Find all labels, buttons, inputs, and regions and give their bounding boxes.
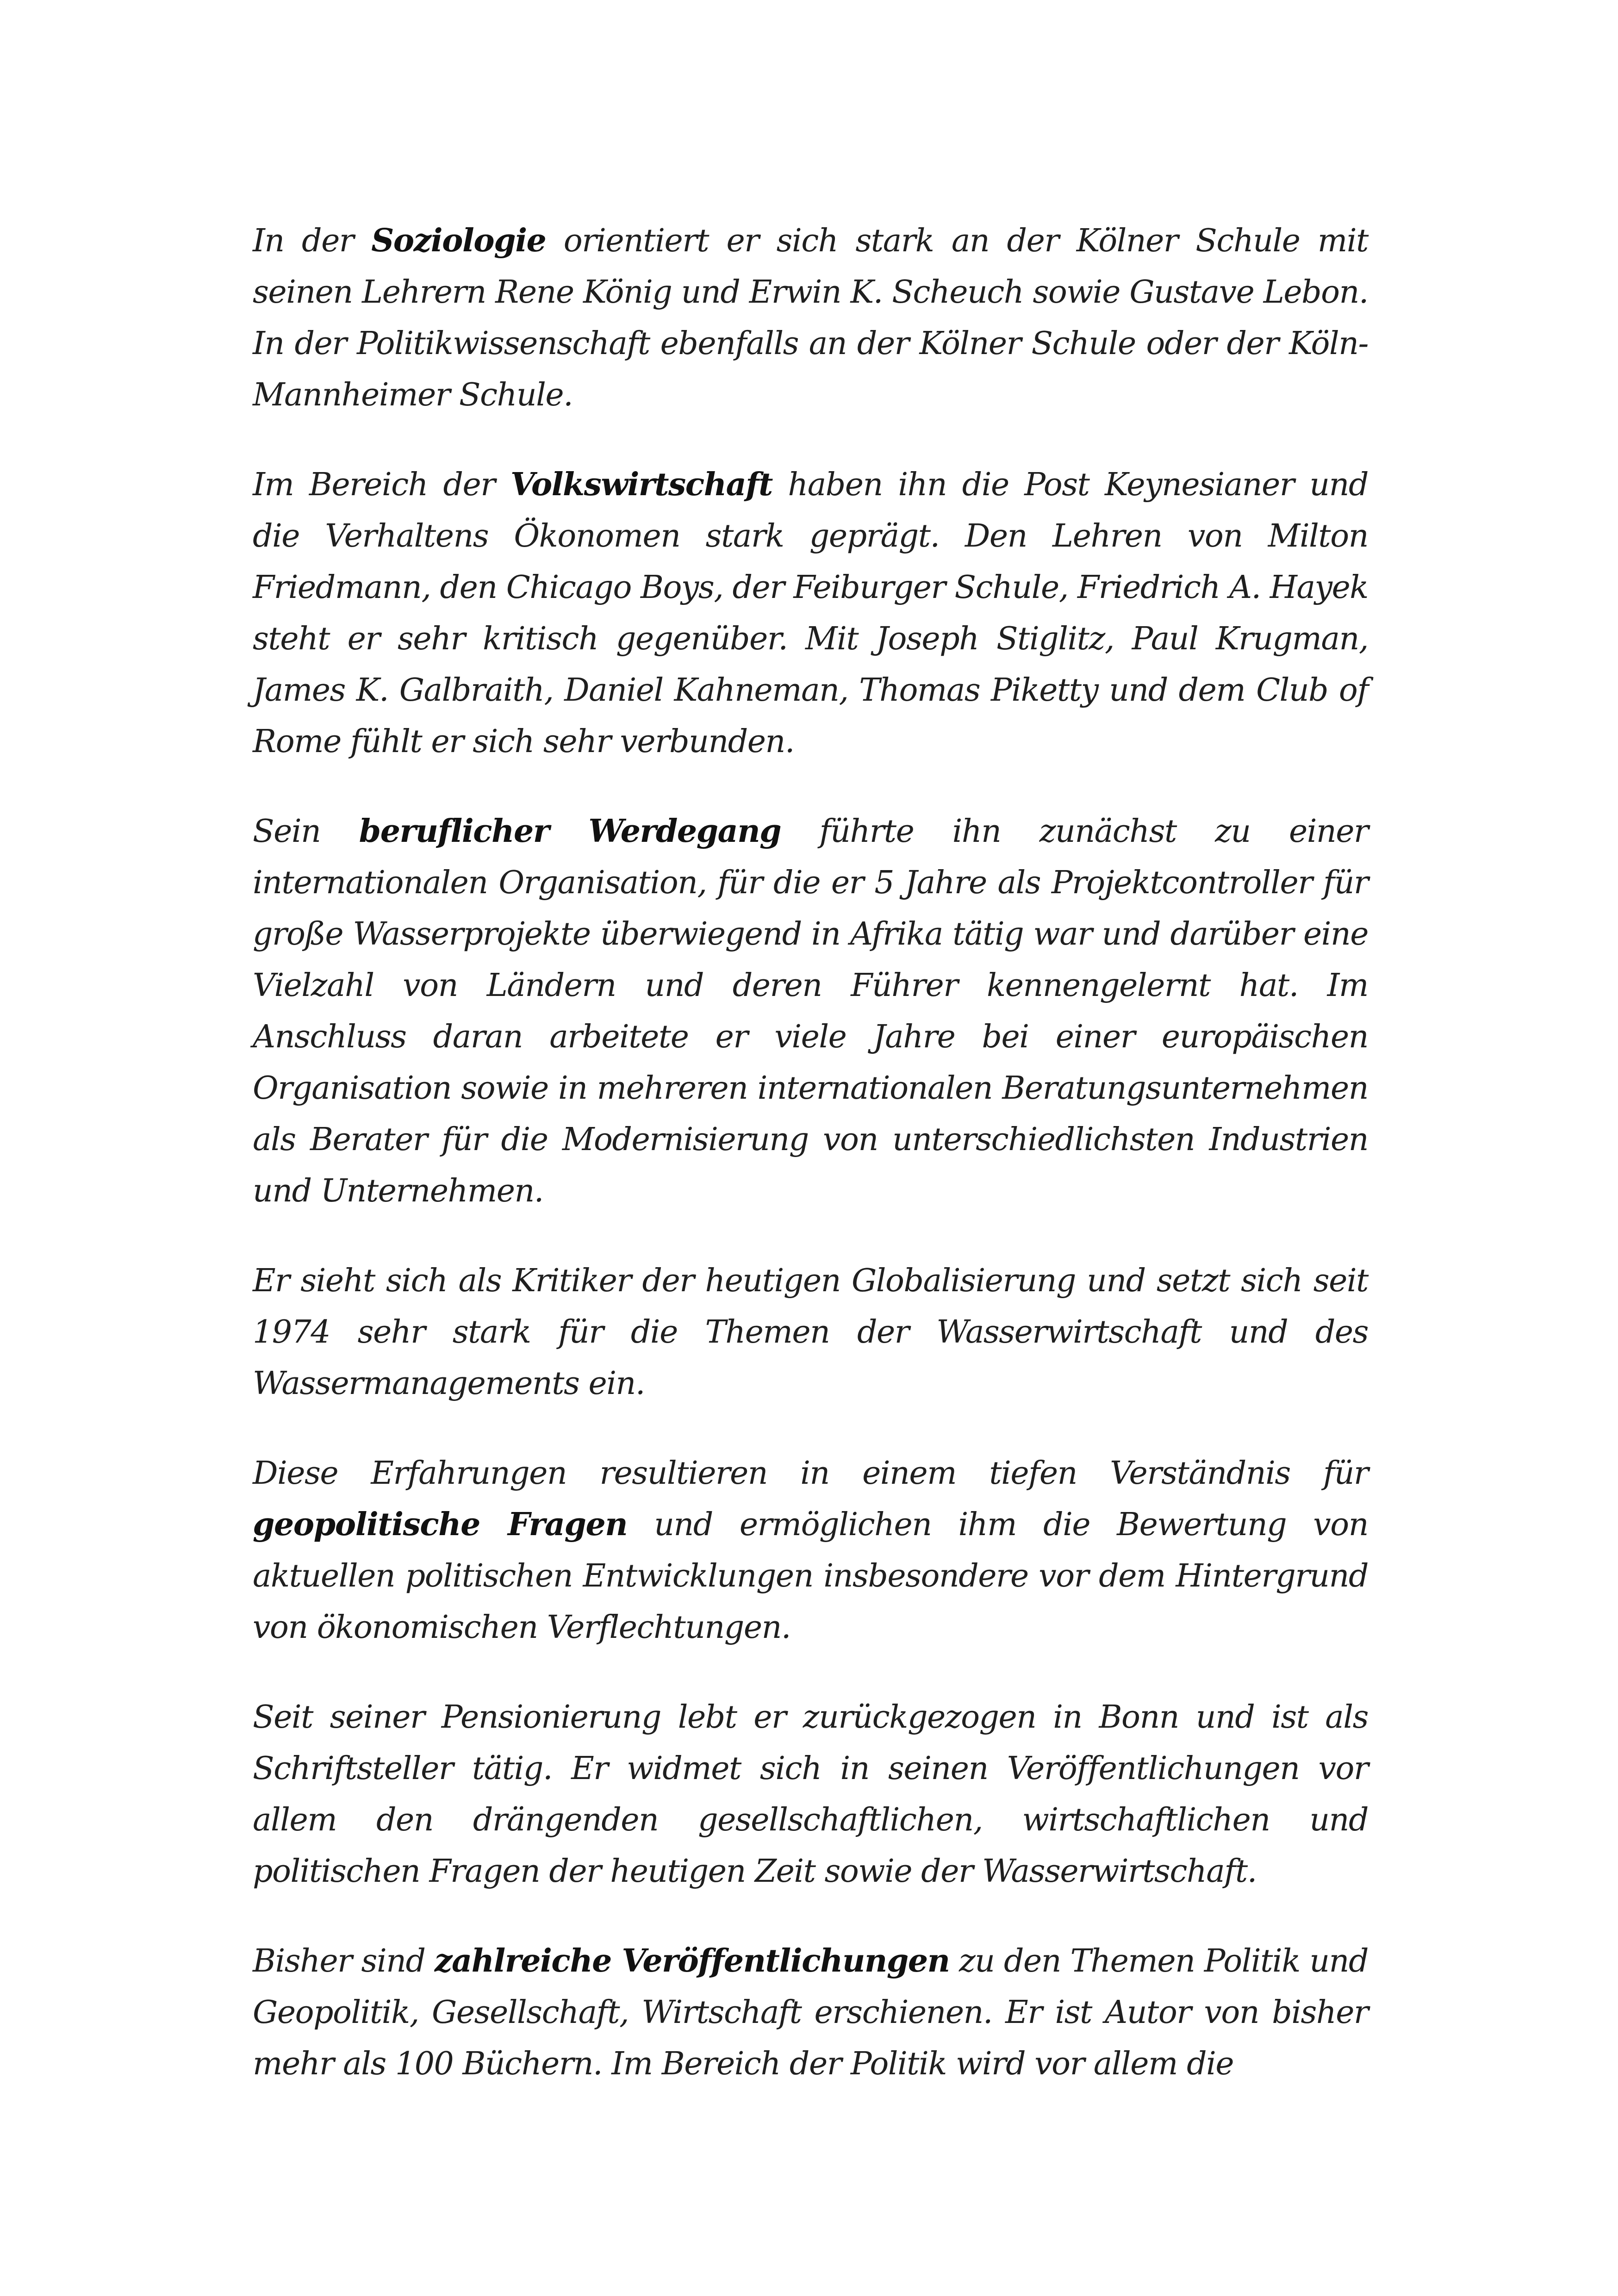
paragraph-volkswirtschaft (253, 459, 1368, 767)
paragraph-text: haben ihn die Post Keynesianer und die Verhaltens Ökonomen stark geprägt. Den Lehren von Milton Friedmann, den Chicago Boys, der Feiburger Schule, Friedrich A. Hayek steht er sehr kritisch gegenüber. Mit Joseph Stiglitz, Paul Krugman, James K. Galbraith, Daniel Kahneman, Thomas Piketty und dem Club of Rome fühlt er sich sehr verbunden. (253, 467, 1369, 760)
paragraph-text: Im Bereich der (253, 467, 510, 503)
paragraph-text: Sein (253, 813, 359, 850)
paragraph-veroeffentlichungen (253, 1935, 1368, 2090)
paragraph-text: führte ihn zunächst zu einer internationalen Organisation, für die er 5 Jahre als Projektcontroller für große Wasserprojekte überwiegend in Afrika tätig war und darüber eine Vielzahl von Ländern und deren Führer kennengelernt hat. Im Anschluss daran arbeitete er viele Jahre bei einer europäischen Organisation sowie in mehreren internationalen Beratungsunternehmen als Berater für die Modernisierung von unterschiedlichsten Industrien und Unternehmen. (253, 813, 1368, 1209)
paragraph-text: und ermöglichen ihm die Bewertung von aktuellen politischen Entwicklungen insbesondere vor dem Hintergrund von ökonomischen Verflechtungen. (253, 1506, 1368, 1646)
paragraph-text: Seit seiner Pensionierung lebt er zurückgezogen in Bonn und ist als Schriftsteller tätig. Er widmet sich in seinen Veröffentlichungen vor allem den drängenden gesellschaftlichen, wirtschaftlichen und politischen Fragen der heutigen Zeit sowie der Wasserwirtschaft. (253, 1699, 1368, 1890)
paragraph-werdegang (253, 806, 1368, 1217)
bold-term: beruflicher Werdegang (359, 813, 781, 850)
paragraph-pensionierung (253, 1692, 1368, 1897)
paragraph-text: zu den Themen Politik und Geopolitik, Gesellschaft, Wirtschaft erschienen. Er ist Autor von bisher mehr als 100 Büchern. Im Bereich der Politik wird vor allem die (253, 1943, 1368, 2082)
bold-term: zahlreiche Veröffentlichungen (434, 1942, 950, 1979)
paragraph-text: Er sieht sich als Kritiker der heutigen Globalisierung und setzt sich seit 1974 sehr stark für die Themen der Wasserwirtschaft und des Wassermanagements ein. (253, 1263, 1368, 1402)
paragraph-soziologie (253, 215, 1368, 421)
paragraph-geopolitik (253, 1448, 1368, 1653)
document-page (253, 215, 1368, 2128)
paragraph-text: In der (253, 223, 372, 259)
bold-term: Soziologie (371, 222, 546, 259)
paragraph-text: Bisher sind (253, 1943, 435, 1979)
bold-term: geopolitische Fragen (253, 1506, 628, 1543)
paragraph-text: Diese Erfahrungen resultieren in einem tiefen Verständnis für (253, 1455, 1368, 1492)
bold-term: Volkswirtschaft (510, 466, 772, 503)
paragraph-kritiker (253, 1255, 1368, 1409)
paragraph-text: orientiert er sich stark an der Kölner Schule mit seinen Lehrern Rene König und Erwin K. Scheuch sowie Gustave Lebon. In der Politikwissenschaft ebenfalls an der Kölner Schule oder der Köln-Mannheimer Schule. (253, 223, 1368, 413)
